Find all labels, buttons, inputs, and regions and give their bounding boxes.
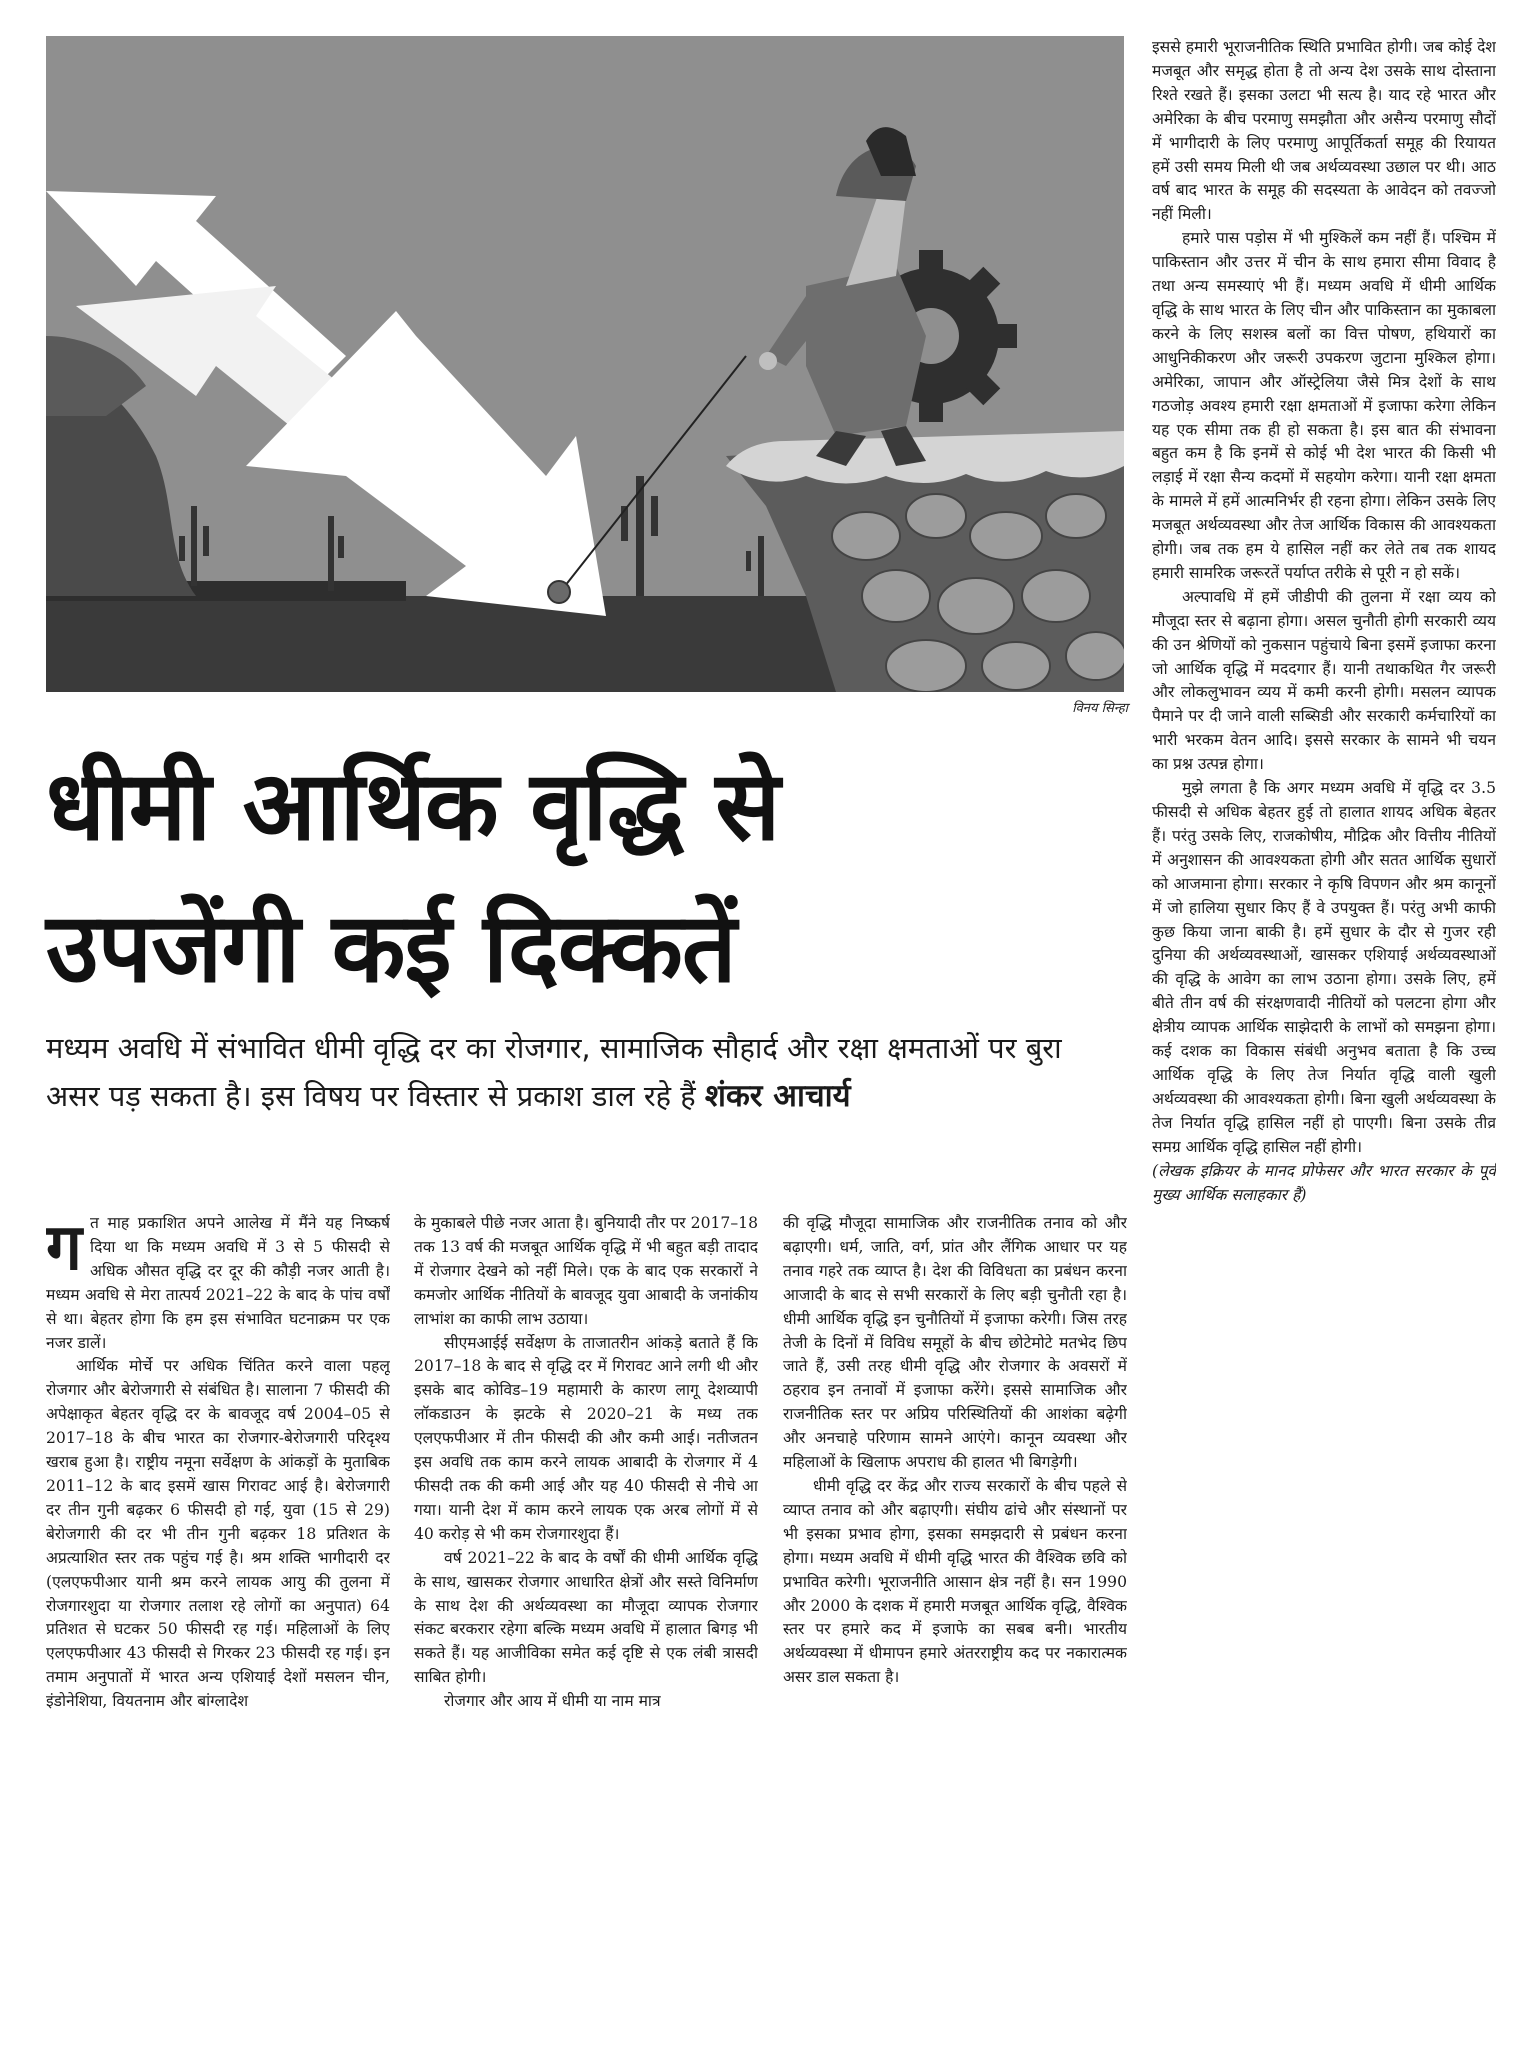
- paragraph: गत माह प्रकाशित अपने आलेख में मैंने यह निष्कर्ष दिया था कि मध्यम अवधि में 3 से 5 फीसदी से अधिक औसत वृद्धि दर दूर की कौड़ी नजर आती है। मध्यम अवधि से मेरा तात्पर्य 2021–22 के बाद के पांच वर्षों से था। बेहतर होगा कि हम इस संभावित घटनाक्रम पर एक नजर डालें।: [46, 1212, 390, 1352]
- paragraph: की वृद्धि मौजूदा सामाजिक और राजनीतिक तनाव को और बढ़ाएगी। धर्म, जाति, वर्ग, प्रांत और लैंगिक आधार पर यह तनाव गहरे तक व्याप्त है। देश की विविधता का प्रबंधन करना आजादी के बाद से सभी सरकारों के लिए बड़ी चुनौती रहा है। धीमी आर्थिक वृद्धि इन चुनौतियों में इजाफा करेगी। जिस तरह तेजी के दिनों में विविध समूहों के बीच छोटेमोटे मतभेद छिप जाते हैं, उसी तरह धीमी वृद्धि और रोजगार के अवसरों में ठहराव इन तनावों में इजाफा करेंगे। इससे सामाजिक और राजनीतिक स्तर पर अप्रिय परिस्थितियों की आशंका बढ़ेगी और अनचाहे परिणाम सामने आएंगे। कानून व्यवस्था और महिलाओं के खिलाफ अपराध की हालत भी बिगड़ेगी।: [783, 1214, 1127, 1472]
- author-name: शंकर आचार्य: [704, 1078, 851, 1114]
- illustration: [46, 36, 1124, 692]
- paragraph: मुझे लगता है कि अगर मध्यम अवधि में वृद्धि दर 3.5 फीसदी से अधिक बेहतर हुई तो हालात शायद अधिक बेहतर हैं। परंतु उसके लिए, राजकोषीय, मौद्रिक और वित्तीय नीतियों में अनुशासन की आवश्यकता होगी और सतत आर्थिक सुधारों को आजमाना होगा। सरकार ने कृषि विपणन और श्रम कानूनों में जो हालिया सुधार किए हैं वे उपयुक्त हैं। परंतु अभी काफी कुछ किया जाना बाकी है। हमें सुधार के दौर से गुजर रही दुनिया की अर्थव्यवस्थाओं, खासकर एशियाई अर्थव्यवस्थाओं की वृद्धि के आवेग का लाभ उठाना होगा। उसके लिए, हमें बीते तीन वर्ष की संरक्षणवादी नीतियों को पलटना होगा और क्षेत्रीय व्यापक आर्थिक साझेदारी के लाभों को समझना होगा। कई दशक का विकास संबंधी अनुभव बताता है कि उच्च आर्थिक वृद्धि के लिए तेज निर्यात वृद्धि वाली खुली अर्थव्यवस्था की आवश्यकता होगी। बिना खुली अर्थव्यवस्था के तेज निर्यात वृद्धि हासिल नहीं हो पाएगी। बिना उसके तीव्र समग्र आर्थिक वृद्धि हासिल नहीं होगी।: [1152, 779, 1496, 1156]
- businessman-dragging-ball-and-chain-illustration: [46, 36, 1124, 692]
- headline-line-2: उपजेंगी कई दिक्कतें: [46, 892, 736, 1004]
- paragraph: के मुकाबले पीछे नजर आता है। बुनियादी तौर पर 2017–18 तक 13 वर्ष की मजबूत आर्थिक वृद्धि में भी बहुत बड़ी तादाद में रोजगार देखने को नहीं मिले। एक के बाद एक सरकारों ने कमजोर आर्थिक नीतियों के बावजूद युवा आबादी के जनांकीय लाभांश का काफी लाभ उठाया।: [414, 1214, 758, 1328]
- paragraph: धीमी वृद्धि दर केंद्र और राज्य सरकारों के बीच पहले से व्याप्त तनाव को और बढ़ाएगी। संघीय ढांचे और संस्थानों पर भी इसका प्रभाव होगा, इसका समझदारी से प्रबंधन करना होगा। मध्यम अवधि में धीमी वृद्धि भारत की वैश्विक छवि को प्रभावित करेगी। भूराजनीति आसान क्षेत्र नहीं है। सन 1990 और 2000 के दशक में हमारी मजबूत आर्थिक वृद्धि, वैश्विक स्तर पर हमारे कद में इजाफे का सबब बनी। भारतीय अर्थव्यवस्था में धीमापन हमारे अंतरराष्ट्रीय कद पर नकारात्मक असर डाल सकता है।: [783, 1476, 1127, 1687]
- paragraph: आर्थिक मोर्चे पर अधिक चिंतित करने वाला पहलू रोजगार और बेरोजगारी से संबंधित है। सालाना 7 फीसदी की अपेक्षाकृत बेहतर वृद्धि दर के बावजूद वर्ष 2004–05 से 2017–18 के बीच भारत का रोजगार-बेरोजगारी परिदृश्य खराब हुआ है। राष्ट्रीय नमूना सर्वेक्षण के आंकड़ों के मुताबिक 2011–12 के बाद इसमें खास गिरावट आई है। बेरोजगारी दर तीन गुनी बढ़कर 6 फीसदी हो गई, युवा (15 से 29) बेरोजगारी की दर भी तीन गुनी बढ़कर 18 प्रतिशत के अप्रत्याशित स्तर तक पहुंच गई है। श्रम शक्ति भागीदारी दर (एलएफपीआर यानी श्रम करने लायक आयु की तुलना में रोजगारशुदा या रोजगार तलाश रहे लोगों का अनुपात) 64 प्रतिशत से घटकर 50 फीसदी रह गई। महिलाओं के लिए एलएफपीआर 43 फीसदी से गिरकर 23 फीसदी रह गई। इन तमाम अनुपातों में भारत अन्य एशियाई देशों मसलन चीन, इंडोनेशिया, वियतनाम और बांग्लादेश: [46, 1357, 390, 1711]
- paragraph: इससे हमारी भूराजनीतिक स्थिति प्रभावित होगी। जब कोई देश मजबूत और समृद्ध होता है तो अन्य देश उसके साथ दोस्ताना रिश्ते रखते हैं। इसका उलटा भी सत्य है। याद रहे भारत और अमेरिका के बीच परमाणु समझौता और असैन्य परमाणु सौदों में भागीदारी के लिए परमाणु आपूर्तिकर्ता समूह की रियायत हमें उसी समय मिली थी जब अर्थव्यवस्था उछाल पर थी। आठ वर्ष बाद भारत के समूह की सदस्यता के आवेदन को तवज्जो नहीं मिली।: [1152, 38, 1496, 224]
- deck: [46, 1024, 1121, 1120]
- headline: [46, 735, 1126, 1019]
- article-column-3: [783, 1212, 1127, 2042]
- article-column-1: [46, 1212, 390, 2042]
- deck-text: मध्यम अवधि में संभावित धीमी वृद्धि दर का रोजगार, सामाजिक सौहार्द और रक्षा क्षमताओं पर बुरा असर पड़ सकता है। इस विषय पर विस्तार से प्रकाश डाल रहे हैं: [46, 1031, 1062, 1113]
- paragraph: वर्ष 2021–22 के बाद के वर्षों की धीमी आर्थिक वृद्धि के साथ, खासकर रोजगार आधारित क्षेत्रों और सस्ते विनिर्माण के साथ देश की अर्थव्यवस्था का मौजूदा व्यापक रोजगार संकट बरकरार रहेगा बल्कि मध्यम अवधि में हालात बिगड़ भी सकते हैं। यह आजीविका समेत कई दृष्टि से एक लंबी त्रासदी साबित होगी।: [414, 1548, 758, 1687]
- paragraph: रोजगार और आय में धीमी या नाम मात्र: [444, 1692, 661, 1711]
- author-byline: (लेखक इक्रियर के मानद प्रोफेसर और भारत सरकार के पूर्व मुख्य आर्थिक सलाहकार हैं): [1152, 1161, 1496, 1204]
- dropcap: ग: [46, 1212, 83, 1285]
- paragraph: हमारे पास पड़ोस में भी मुश्किलें कम नहीं हैं। पश्चिम में पाकिस्तान और उत्तर में चीन के साथ हमारा सीमा विवाद है तथा अन्य समस्याएं भी हैं। मध्यम अवधि में धीमी आर्थिक वृद्धि के साथ भारत के लिए चीन और पाकिस्तान का मुकाबला करने के लिए सशस्त्र बलों का वित्त पोषण, हथियारों का आधुनिकीकरण और जरूरी उपकरण जुटाना मुश्किल होगा। अमेरिका, जापान और ऑस्ट्रेलिया जैसे मित्र देशों के साथ गठजोड़ अवश्य हमारी रक्षा क्षमताओं में इजाफा करेगा लेकिन यह एक सीमा तक ही हो सकता है। इस बात की संभावना बहुत कम है कि इनमें से कोई भी देश भारत की किसी भी लड़ाई में रक्षा सैन्य कदमों में सहयोग करेगा। यानी रक्षा क्षमता के मामले में हमें आत्मनिर्भर ही रहना होगा। लेकिन उसके लिए मजबूत अर्थव्यवस्था और तेज आर्थिक विकास की आवश्यकता होगी। जब तक हम ये हासिल नहीं कर लेते तब तक शायद हमारी सामरिक जरूरतें पर्याप्त तरीके से पूरी न हो सकें।: [1152, 229, 1496, 582]
- paragraph: सीएमआईई सर्वेक्षण के ताजातरीन आंकड़े बताते हैं कि 2017–18 के बाद से वृद्धि दर में गिरावट आने लगी थी और इसके बाद कोविड–19 महामारी के कारण लागू देशव्यापी लॉकडाउन के झटके से 2020–21 के मध्य तक एलएफपीआर में तीन फीसदी की और कमी आई। नतीजतन इस अवधि तक काम करने लायक आबादी के रोजगार में 4 फीसदी तक की कमी आई और यह 40 फीसदी से नीचे आ गया। यानी देश में काम करने लायक एक अरब लोगों में से 40 करोड़ से भी कम रोजगारशुदा हैं।: [414, 1333, 758, 1543]
- article-column-2: [414, 1212, 758, 2042]
- photo-credit: विनय सिन्हा: [1072, 701, 1128, 716]
- headline-line-1: धीमी आर्थिक वृद्धि से: [46, 750, 780, 862]
- paragraph: अल्पावधि में हमें जीडीपी की तुलना में रक्षा व्यय को मौजूदा स्तर से बढ़ाना होगा। असल चुनौती होगी सरकारी व्यय की उन श्रेणियों को नुकसान पहुंचाये बिना इसमें इजाफा करना जो आर्थिक वृद्धि में मददगार हैं। यानी तथाकथित गैर जरूरी और लोकलुभावन व्यय में कमी करनी होगी। मसलन व्यापक पैमाने पर दी जाने वाली सब्सिडी और सरकारी कर्मचारियों का भारी भरकम वेतन आदि। इससे सरकार के सामने भी चयन का प्रश्न उत्पन्न होगा।: [1152, 587, 1496, 774]
- article-column-4: [1152, 36, 1496, 2042]
